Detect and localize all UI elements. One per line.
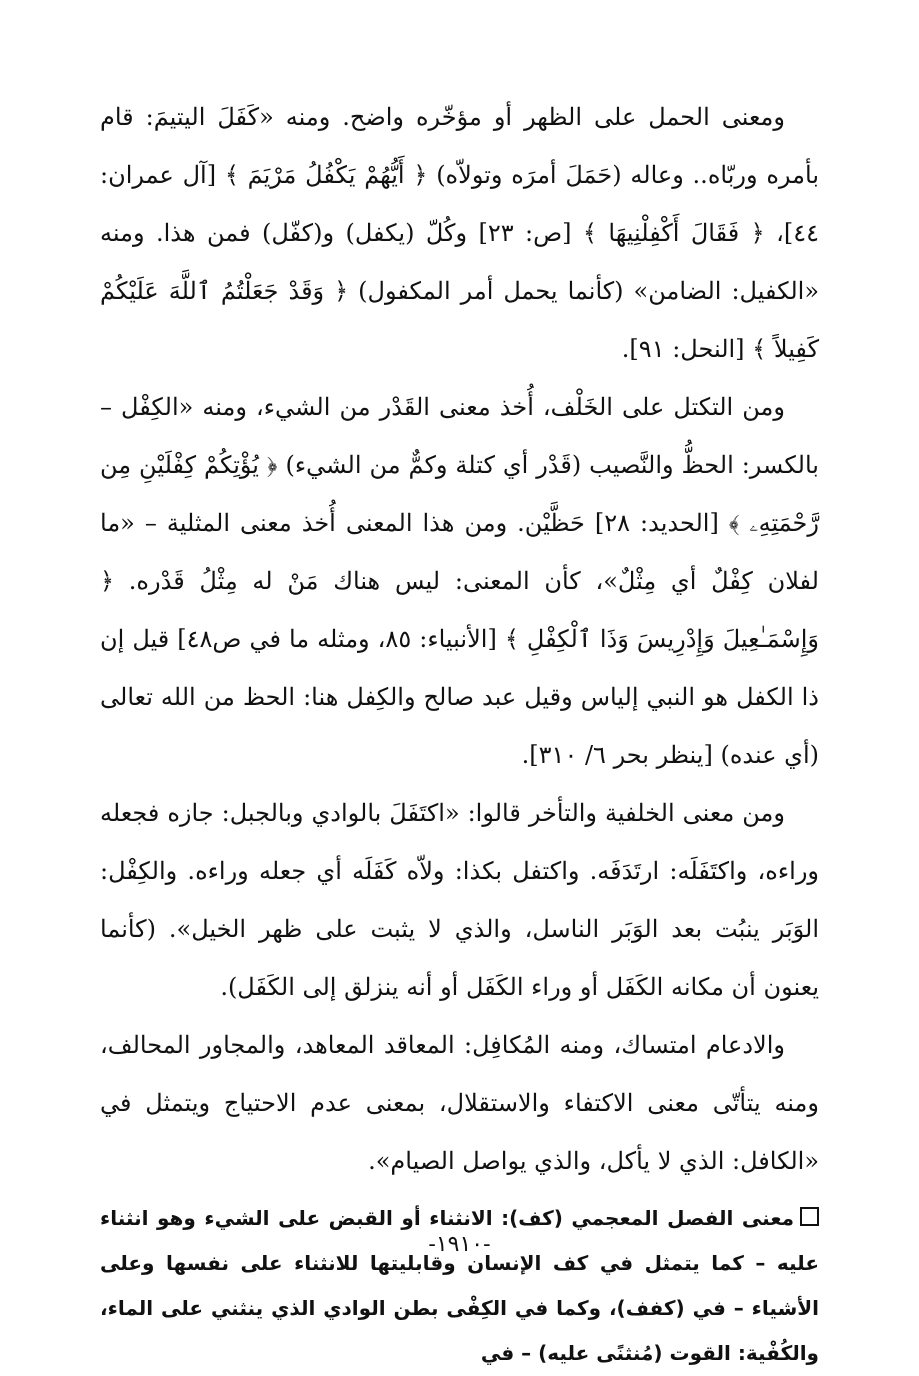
paragraph-4: والادعام امتساك، ومنه المُكافِل: المعاقد المعاهد، والمجاور المحالف، ومنه يتأتّى معنى الاكتفاء والاستقلال، بمعنى عدم الاحتياج ويتمثل في «الكافل: الذي لا يأكل، والذي يواصل الصيام». xyxy=(100,1031,819,1175)
paragraph-3: ومن معنى الخلفية والتأخر قالوا: «اكتَفَلَ بالوادي وبالجبل: جازه فجعله وراءه، واكتَفَلَه: ارتَدَفَه. واكتفل بكذا: ولاّه كَفَلَه أي جعله وراءه. والكِفْل: الوَبَر ينبُت بعد الوَبَر الناسل، والذي لا يثبت على ظهر الخيل». (كأنما يعنون أن مكانه الكَفَل أو وراء الكَفَل أو أنه ينزلق إلى الكَفَل). xyxy=(100,799,819,1001)
paragraph-2: ومن التكتل على الخَلْف، أُخذ معنى القَدْر من الشيء، ومنه «الكِفْل – بالكسر: الحظُّ والنَّصيب (قَدْر أي كتلة وكمٌّ من الشيء) ﴿ يُؤْتِكُمْ كِفْلَيْنِ مِن رَّحْمَتِهِۦ ﴾ [الحديد: ٢٨] حَظَّيْن. ومن هذا المعنى أُخذ معنى المثلية – «ما لفلان كِفْلٌ أي مِثْلٌ»، كأن المعنى: ليس هناك مَنْ له مِثْلُ قَدْره. ﴿ وَإِسْمَـٰعِيلَ وَإِدْرِيسَ وَذَا ٱلْكِفْلِ ﴾ [الأنبياء: ٨٥، ومثله ما في ص٤٨] قيل إن ذا الكفل هو النبي إلياس وقيل عبد صالح والكِفل هنا: الحظ من الله تعالى (أي عنده) [ينظر بحر ٦/ ٣١٠]. xyxy=(100,393,819,769)
paragraph-1: ومعنى الحمل على الظهر أو مؤخّره واضح. ومنه «كَفَلَ اليتيمَ: قام بأمره وربّاه.. وعاله (حَمَلَ أمرَه وتولاّه) ﴿ أَيُّهُمْ يَكْفُلُ مَرْيَمَ ﴾ [آل عمران: ٤٤]، ﴿ فَقَالَ أَكْفِلْنِيهَا ﴾ [ص: ٢٣] وكُلّ (يكفل) و(كفّل) فمن هذا. ومنه «الكفيل: الضامن» (كأنما يحمل أمر المكفول) ﴿ وَقَدْ جَعَلْتُمُ ٱللَّهَ عَلَيْكُمْ كَفِيلاً ﴾ [النحل: ٩١]. xyxy=(100,103,819,363)
main-text xyxy=(100,88,819,1190)
page-number: -١٩١٠- xyxy=(428,1232,491,1257)
lexical-note xyxy=(100,1196,819,1376)
square-bullet-icon xyxy=(800,1207,819,1226)
note-text: معنى الفصل المعجمي (كف): الانثناء أو القبض على الشيء وهو انثناء عليه – كما يتمثل في كف الإنسان وقابليتها للانثناء على نفسها وعلى الأشياء – في (كفف)، وكما في الكِفْى بطن الوادي الذي ينثني على الماء، والكُفْية: القوت (مُنثنًى عليه) – في xyxy=(100,1206,819,1365)
